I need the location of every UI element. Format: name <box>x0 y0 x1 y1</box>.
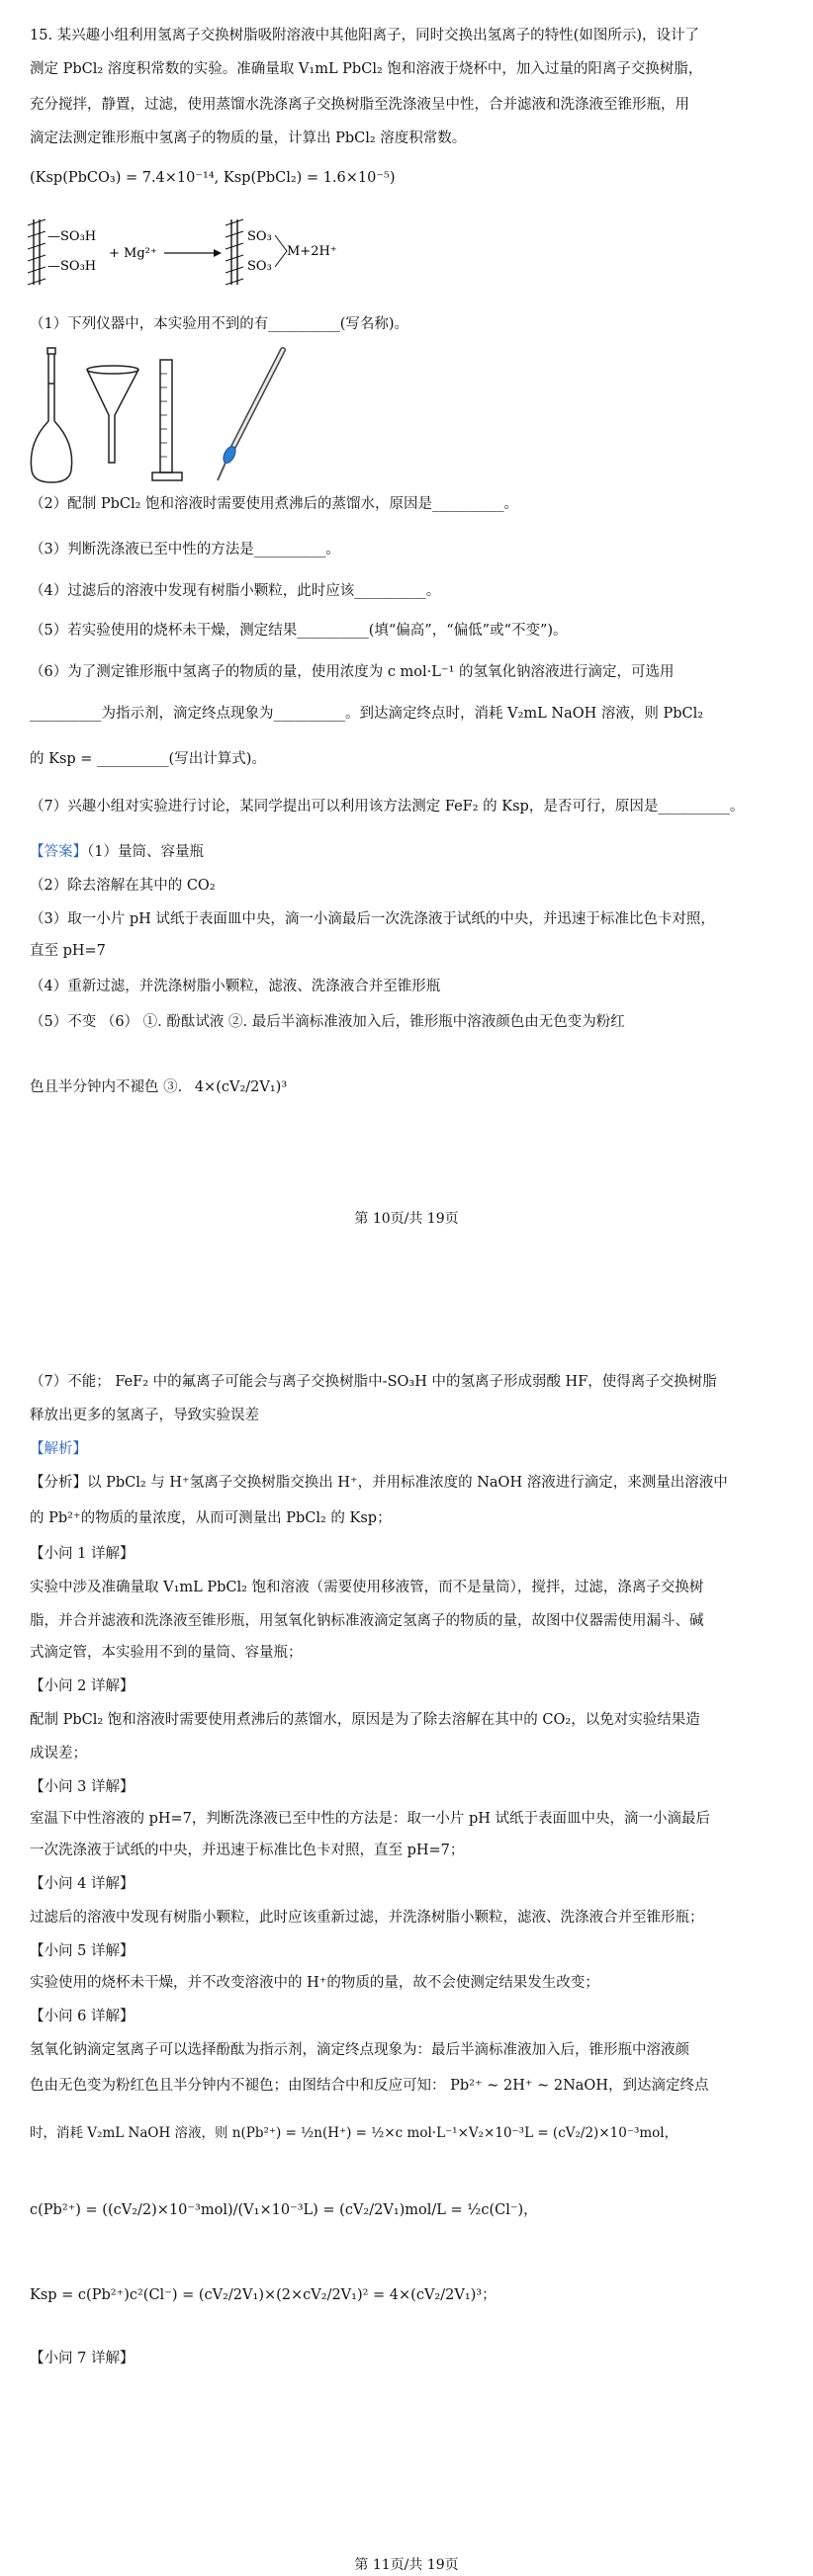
section-1-text: 脂，并合并滤液和洗涤液至锥形瓶，用氢氧化钠标准液滴定氢离子的物质的量，故图中仪器需使用漏斗、碱 <box>30 1613 704 1629</box>
question-3: （3）判断洗涤液已至中性的方法是__________。 <box>30 542 340 558</box>
question-intro-line: 15. 某兴趣小组利用氢离子交换树脂吸附溶液中其他阳离子，同时交换出氢离子的特性(如图所示)，设计了 <box>30 28 699 43</box>
question-intro-line: 充分搅拌，静置，过滤，使用蒸馏水洗涤离子交换树脂至洗涤液呈中性，合并滤液和洗涤液至锥形瓶，用 <box>30 97 689 113</box>
section-head: 【小问 6 详解】 <box>30 2009 135 2024</box>
question-7: （7）兴趣小组对实验进行讨论，某同学提出可以利用该方法测定 FeF₂ 的 Ksp，是否可行，原因是__________。 <box>30 799 745 815</box>
graduated-cylinder-icon <box>152 360 182 480</box>
burette-icon <box>218 350 283 480</box>
analysis-summary: 【分析】以 PbCl₂ 与 H⁺氢离子交换树脂交换出 H⁺，并用标准浓度的 NaOH 溶液进行滴定，来测量出溶液中 <box>30 1475 728 1491</box>
question-6: 的 Ksp = __________(写出计算式)。 <box>30 751 266 767</box>
funnel-icon <box>87 366 138 463</box>
section-2-text: 成误差； <box>30 1746 87 1761</box>
section-5-text: 实验使用的烧杯未干燥，并不改变溶液中的 H⁺的物质的量，故不会使测定结果发生改变； <box>30 1975 599 1991</box>
section-6-text: 氢氧化钠滴定氢离子可以选择酚酞为指示剂，滴定终点现象为：最后半滴标准液加入后，锥形瓶中溶液颜 <box>30 2042 689 2058</box>
section-1-text: 实验中涉及准确量取 V₁mL PbCl₂ 饱和溶液（需要使用移液管，而不是量筒），搅拌，过滤，涤离子交换树 <box>30 1580 704 1595</box>
answer-4: （4）重新过滤，并洗涤树脂小颗粒，滤液、洗涤液合并至锥形瓶 <box>30 979 441 994</box>
volumetric-flask-icon <box>31 348 71 482</box>
equation-concentration: c(Pb²⁺) = ((cV₂/2)×10⁻³mol)/(V₁×10⁻³L) = (cV₂/2V₁)mol/L = ½c(Cl⁻)， <box>30 2202 538 2218</box>
section-head: 【小问 1 详解】 <box>30 1546 135 1562</box>
resin-reaction-diagram <box>28 215 344 295</box>
section-4-text: 过滤后的溶液中发现有树脂小颗粒，此时应该重新过滤，并洗涤树脂小颗粒，滤液、洗涤液合并至锥形瓶； <box>30 1910 704 1926</box>
answer-tag: 【答案】 <box>30 844 87 860</box>
analysis-summary: 的 Pb²⁺的物质的量浓度，从而可测量出 PbCl₂ 的 Ksp； <box>30 1510 392 1526</box>
analysis-tag: 【解析】 <box>30 1441 87 1457</box>
page-footer: 第 10页/共 19页 <box>354 1211 459 1227</box>
question-5: （5）若实验使用的烧杯未干燥，测定结果__________(填“偏高”，“偏低”或“不变”)。 <box>30 623 568 639</box>
question-6: （6）为了测定锥形瓶中氢离子的物质的量，使用浓度为 c mol·L⁻¹ 的氢氧化钠溶液进行滴定，可选用 <box>30 664 675 680</box>
resin-right-group-a: SO₃ <box>247 229 272 244</box>
question-intro-line: 测定 PbCl₂ 溶度积常数的实验。准确量取 V₁mL PbCl₂ 饱和溶液于烧杯中，加入过量的阳离子交换树脂， <box>30 61 703 77</box>
answer-6-formula: 4×(cV₂/2V₁)³ <box>194 1079 288 1095</box>
section-head: 【小问 3 详解】 <box>30 1779 135 1795</box>
answer-1: （1）量筒、容量瓶 <box>87 844 204 860</box>
reaction-arrow-head <box>214 249 222 257</box>
question-1: （1）下列仪器中，本实验用不到的有__________(写名称)。 <box>30 316 409 332</box>
apparatus-svg <box>24 344 320 492</box>
page-footer: 第 11页/共 19页 <box>354 2557 459 2573</box>
resin-left-group-b: —SO₃H <box>47 259 97 274</box>
equation-ksp: Ksp = c(Pb²⁺)c²(Cl⁻) = (cV₂/2V₁)×(2×cV₂/2V₁)² = 4×(cV₂/2V₁)³； <box>30 2287 497 2303</box>
answer-5-6: （5）不变 （6） ①. 酚酞试液 ②. 最后半滴标准液加入后，锥形瓶中溶液颜色由无色变为粉红 <box>30 1014 625 1030</box>
resin-reaction-svg <box>28 215 344 295</box>
question-4: （4）过滤后的溶液中发现有树脂小颗粒，此时应该__________。 <box>30 583 441 599</box>
answer-7: 释放出更多的氢离子，导致实验误差 <box>30 1408 259 1423</box>
apparatus-drawing <box>24 344 320 492</box>
answer-3: （3）取一小片 pH 试纸于表面皿中央，滴一小滴最后一次洗涤液于试纸的中央，并迅速于标准比色卡对照， <box>30 911 715 927</box>
section-head: 【小问 4 详解】 <box>30 1876 135 1892</box>
answer-6-text: 色且半分钟内不褪色 ③. <box>30 1079 183 1095</box>
section-6-text: 色由无色变为粉红色且半分钟内不褪色；由图结合中和反应可知： Pb²⁺ ~ 2H⁺ ~ 2NaOH，到达滴定终点 <box>30 2078 709 2094</box>
resin-left-group-a: —SO₃H <box>47 229 97 244</box>
ksp-constants: (Ksp(PbCO₃) = 7.4×10⁻¹⁴, Ksp(PbCl₂) = 1.6×10⁻⁵) <box>30 170 396 186</box>
section-3-text: 一次洗涤液于试纸的中央，并迅速于标准比色卡对照，直至 pH=7； <box>30 1843 465 1858</box>
answer-3: 直至 pH=7 <box>30 943 106 959</box>
section-head: 【小问 5 详解】 <box>30 1943 135 1959</box>
answer-2: （2）除去溶解在其中的 CO₂ <box>30 878 216 894</box>
section-head: 【小问 2 详解】 <box>30 1678 135 1694</box>
answer-7: （7）不能； FeF₂ 中的氟离子可能会与离子交换树脂中-SO₃H 中的氢离子形成弱酸 HF，使得离子交换树脂 <box>30 1374 717 1390</box>
question-intro-line: 滴定法测定锥形瓶中氢离子的物质的量，计算出 PbCl₂ 溶度积常数。 <box>30 130 467 146</box>
section-6-text: 时，消耗 V₂mL NaOH 溶液，则 n(Pb²⁺) = ½n(H⁺) = ½×c mol·L⁻¹×V₂×10⁻³L = (cV₂/2)×10⁻³mol， <box>30 2125 678 2141</box>
question-2: （2）配制 PbCl₂ 饱和溶液时需要使用煮沸后的蒸馏水，原因是__________。 <box>30 496 519 512</box>
page-10 <box>0 0 813 1285</box>
section-2-text: 配制 PbCl₂ 饱和溶液时需要使用煮沸后的蒸馏水，原因是为了除去溶解在其中的 CO₂，以免对实验结果造 <box>30 1712 700 1728</box>
question-6: __________为指示剂，滴定终点现象为__________。到达滴定终点时，消耗 V₂mL NaOH 溶液，则 PbCl₂ <box>30 706 704 722</box>
reaction-plus-ion: + Mg²⁺ <box>109 246 157 261</box>
section-3-text: 室温下中性溶液的 pH=7，判断洗涤液已至中性的方法是：取一小片 pH 试纸于表面皿中央，滴一小滴最后 <box>30 1811 711 1827</box>
resin-right-group-b: SO₃ <box>247 259 272 274</box>
section-head: 【小问 7 详解】 <box>30 2351 135 2366</box>
page-11 <box>0 1285 813 2576</box>
section-1-text: 式滴定管，本实验用不到的量筒、容量瓶； <box>30 1645 303 1661</box>
resin-right-product: M+2H⁺ <box>287 244 337 259</box>
answer-6-line2 <box>30 1077 793 1097</box>
answer-line-1 <box>30 842 793 862</box>
